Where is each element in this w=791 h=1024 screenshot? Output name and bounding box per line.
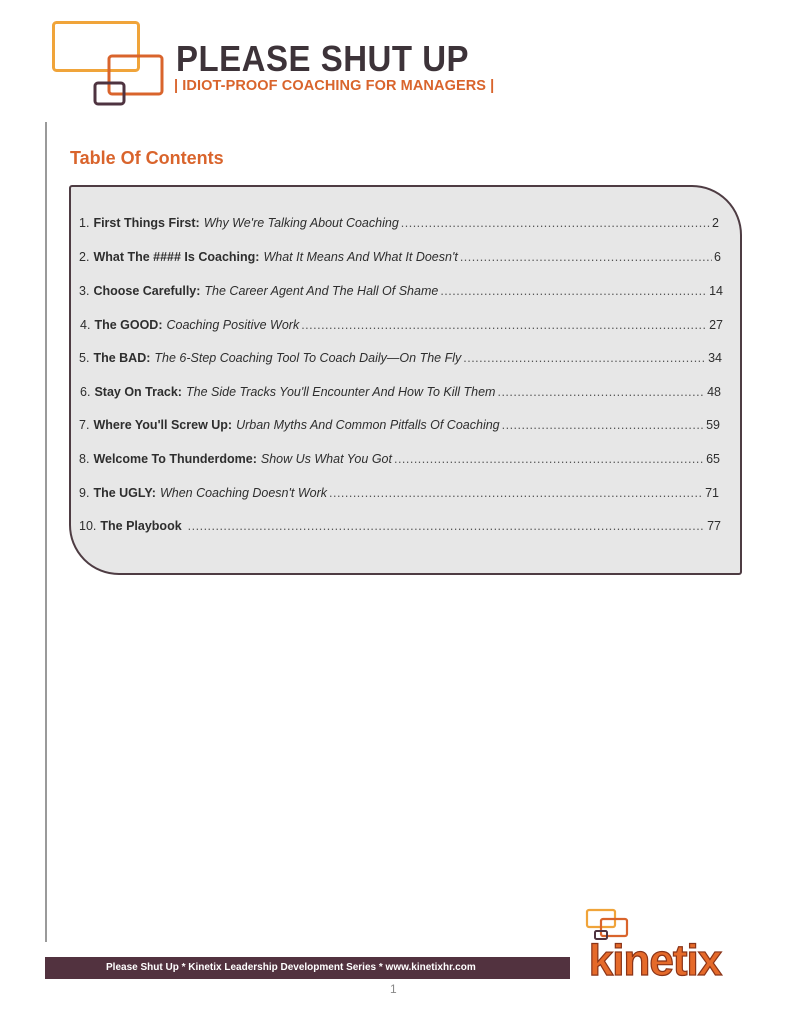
toc-entry[interactable]: 8. Welcome To Thunderdome: Show Us What You Got ..... 65 — [79, 452, 720, 466]
toc-page-number: 2 — [712, 216, 719, 230]
toc-entry[interactable]: 2. What The #### Is Coaching: What It Means And What It Doesn't ..... 6 — [79, 250, 721, 264]
toc-entry[interactable]: 10. The Playbook ..... 77 — [79, 519, 721, 533]
toc-page-number: 65 — [706, 452, 720, 466]
toc-page-number: 14 — [709, 284, 723, 298]
toc-page-number: 34 — [708, 351, 722, 365]
toc-page-number: 77 — [707, 519, 721, 533]
toc-entry[interactable]: 5. The BAD: The 6-Step Coaching Tool To Coach Daily—On The Fly ..... 34 — [79, 351, 722, 365]
document-title: PLEASE SHUT UP — [176, 37, 470, 79]
toc-page-number: 48 — [707, 385, 721, 399]
document-subtitle: | IDIOT-PROOF COACHING FOR MANAGERS | — [174, 78, 495, 94]
kinetix-logo-text: kinetix — [588, 936, 722, 982]
header-logo-icon — [52, 21, 167, 109]
toc-box — [69, 185, 742, 575]
toc-entry[interactable]: 7. Where You'll Screw Up: Urban Myths And Common Pitfalls Of Coaching ..... 59 — [79, 418, 720, 432]
toc-heading: Table Of Contents — [70, 148, 224, 168]
toc-entry[interactable]: 1. First Things First: Why We're Talking About Coaching ..... 2 — [79, 216, 719, 230]
toc-page-number: 71 — [705, 486, 719, 500]
footer-text: Please Shut Up * Kinetix Leadership Development Series * www.kinetixhr.com — [106, 962, 476, 973]
toc-page-number: 6 — [714, 250, 721, 264]
toc-entry[interactable]: 6. Stay On Track: The Side Tracks You'll Encounter And How To Kill Them ..... 48 — [80, 385, 721, 399]
toc-entry[interactable]: 9. The UGLY: When Coaching Doesn't Work ..... 71 — [79, 486, 719, 500]
toc-entry[interactable]: 4. The GOOD: Coaching Positive Work ..... 27 — [80, 318, 723, 332]
page-number: 1 — [390, 982, 397, 996]
left-margin-rule — [45, 122, 47, 942]
toc-page-number: 59 — [706, 418, 720, 432]
toc-page-number: 27 — [709, 318, 723, 332]
toc-entry[interactable]: 3. Choose Carefully: The Career Agent And The Hall Of Shame ..... 14 — [79, 284, 723, 298]
kinetix-logo — [565, 907, 745, 982]
